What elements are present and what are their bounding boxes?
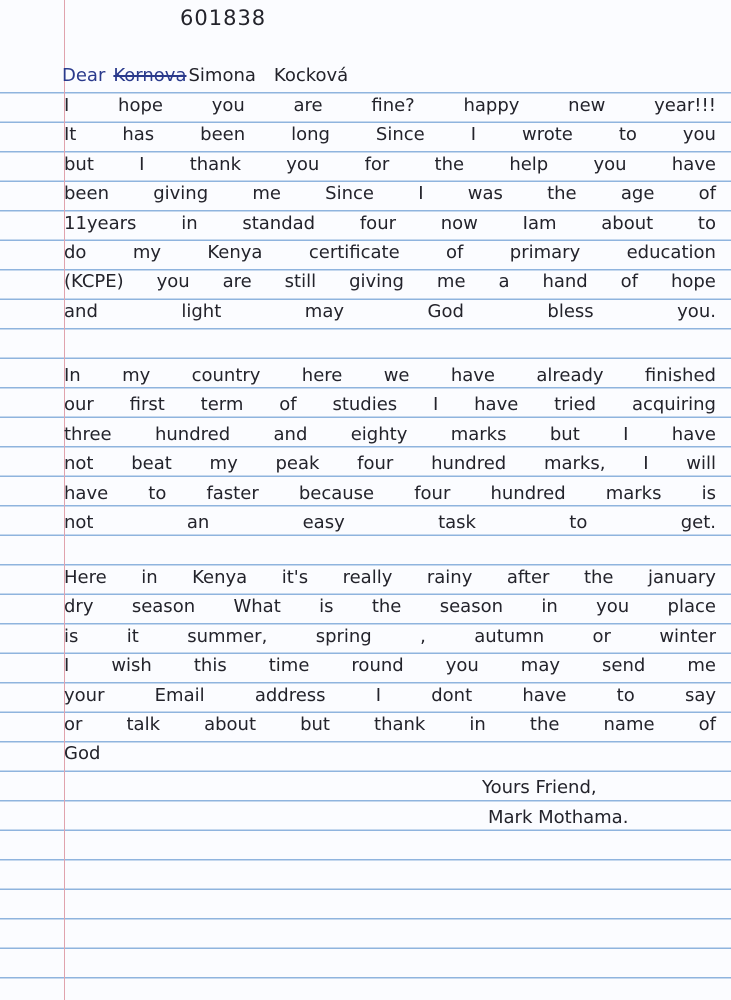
letter-line [64, 94, 716, 118]
handwritten-word: easy [302, 512, 345, 533]
handwritten-word: It [64, 124, 77, 146]
reference-number: 601838 [180, 6, 267, 30]
handwritten-word: hope [670, 271, 716, 293]
handwritten-word: primary [509, 242, 581, 263]
handwritten-word: my [132, 242, 162, 263]
handwritten-word: say [684, 684, 716, 706]
handwritten-word: , [420, 625, 426, 647]
handwritten-word: Kenya [207, 242, 263, 263]
handwritten-word: beat [131, 453, 172, 475]
handwritten-word: you [596, 596, 630, 618]
handwritten-word: dont [431, 684, 473, 706]
handwritten-word: light [181, 300, 222, 322]
handwritten-word: marks [450, 423, 507, 445]
handwritten-word: acquiring [631, 394, 716, 416]
handwritten-word: have [671, 423, 716, 445]
handwritten-word: God [427, 300, 464, 322]
handwritten-word: name [603, 714, 655, 735]
handwritten-word: my [209, 453, 238, 475]
handwritten-word: we [383, 365, 410, 386]
handwritten-word: to [616, 684, 635, 706]
handwritten-word: and [64, 300, 98, 322]
handwritten-word: I [64, 95, 70, 116]
handwritten-word: marks [605, 482, 662, 504]
handwritten-word: of [620, 271, 639, 293]
handwritten-word: to [148, 482, 167, 504]
handwritten-word: my [122, 365, 151, 386]
handwritten-word: studies [332, 394, 398, 416]
handwritten-word: get. [680, 512, 716, 533]
handwritten-word: I [139, 153, 145, 175]
handwritten-word: the [583, 567, 614, 588]
handwritten-word: to [569, 512, 588, 533]
salutation-greeting: Dear [62, 65, 106, 86]
handwritten-word: your [64, 684, 105, 706]
letter-line [64, 241, 716, 265]
handwritten-word: hand [542, 271, 588, 293]
handwritten-word: Iam [522, 212, 557, 234]
handwritten-word: this [193, 655, 227, 677]
handwritten-word: faster [206, 482, 259, 504]
handwritten-word: in [181, 212, 198, 234]
handwritten-word: wish [111, 655, 152, 677]
handwritten-word: in [541, 596, 558, 618]
handwritten-word: but [300, 714, 330, 735]
handwritten-word: address [254, 684, 326, 706]
handwritten-word: wrote [521, 124, 573, 146]
handwritten-word: marks, [543, 453, 606, 475]
handwritten-word: is [64, 625, 79, 647]
handwritten-word: is [701, 482, 716, 504]
handwritten-word: me [252, 183, 281, 205]
handwritten-word: already [536, 365, 604, 386]
handwritten-word: education [626, 242, 716, 263]
handwritten-word: eighty [350, 423, 408, 445]
handwritten-word: I [375, 684, 382, 706]
handwritten-word: you [593, 153, 627, 175]
letter-line [64, 153, 716, 177]
handwritten-word: in [141, 567, 158, 588]
handwritten-word: about [204, 714, 256, 735]
handwritten-word: do [64, 242, 87, 263]
handwritten-word: dry [64, 596, 94, 618]
handwritten-word: may [520, 655, 561, 677]
handwritten-word: have [450, 365, 495, 386]
handwritten-word: been [200, 124, 246, 146]
handwritten-word: may [304, 300, 344, 322]
handwritten-word: happy [463, 95, 520, 116]
letter-line [64, 625, 716, 649]
handwritten-word: What [233, 596, 281, 618]
handwritten-word: four [357, 453, 394, 475]
handwritten-word: me [687, 655, 716, 677]
handwritten-word: or [64, 714, 83, 735]
handwritten-word: have [474, 394, 519, 416]
handwritten-word: are [293, 95, 323, 116]
handwritten-word: of [698, 183, 716, 205]
handwritten-word: of [446, 242, 464, 263]
handwritten-word: because [298, 482, 375, 504]
handwritten-word: the [547, 183, 577, 205]
handwritten-word: send [602, 655, 646, 677]
handwritten-word: but [64, 153, 94, 175]
handwritten-word: three [64, 423, 112, 445]
letter-line [64, 684, 716, 708]
letter-line [64, 595, 716, 619]
handwritten-word: I [643, 453, 649, 475]
letter-line [64, 511, 716, 535]
handwritten-word: still [284, 271, 317, 293]
handwritten-word: season [439, 596, 503, 618]
handwritten-word: me [436, 271, 466, 293]
recipient-first-name: Simona [188, 65, 256, 86]
closing: Yours Friend, [482, 777, 597, 798]
handwritten-word: winter [659, 625, 716, 647]
handwritten-word: help [509, 153, 549, 175]
handwritten-word: God [64, 743, 101, 765]
handwritten-word: our [64, 394, 94, 416]
handwritten-word: an [186, 512, 210, 533]
handwritten-word: are [222, 271, 252, 293]
handwritten-word: after [506, 567, 550, 588]
handwritten-word: thank [374, 714, 426, 735]
handwritten-word: first [129, 394, 165, 416]
handwritten-word: rainy [426, 567, 473, 588]
handwritten-word: hundred [154, 423, 231, 445]
handwritten-word: (KCPE) [64, 271, 124, 293]
handwritten-word: you [286, 153, 320, 175]
handwritten-word: Here [64, 567, 107, 588]
handwritten-word: peak [275, 453, 320, 475]
handwritten-word: I [470, 124, 477, 146]
handwritten-word: you [211, 95, 245, 116]
handwritten-word: four [359, 212, 397, 234]
handwritten-word: was [467, 183, 503, 205]
handwritten-word: finished [644, 365, 716, 386]
handwritten-word: been [64, 183, 109, 205]
handwritten-word: a [498, 271, 510, 293]
handwritten-word: round [351, 655, 404, 677]
letter-line [64, 566, 716, 590]
handwritten-word: thank [189, 153, 242, 175]
handwritten-word: I [64, 655, 70, 677]
signature: Mark Mothama. [488, 807, 629, 828]
handwritten-word: to [697, 212, 716, 234]
handwritten-word: talk [126, 714, 160, 735]
handwritten-word: not [64, 512, 94, 533]
handwritten-word: age [620, 183, 655, 205]
handwritten-word: not [64, 453, 94, 475]
handwritten-word: you [682, 124, 716, 146]
handwritten-word: tried [554, 394, 597, 416]
letter-line [64, 452, 716, 476]
handwritten-word: Kenya [192, 567, 248, 588]
handwritten-word: of [698, 714, 716, 735]
salutation [62, 64, 348, 88]
handwritten-word: hundred [490, 482, 566, 504]
handwritten-word: place [667, 596, 716, 618]
handwritten-word: has [122, 124, 155, 146]
handwritten-word: or [592, 625, 611, 647]
handwritten-word: you. [677, 300, 716, 322]
handwritten-word: it [126, 625, 139, 647]
handwritten-word: giving [153, 183, 209, 205]
handwritten-word: hope [118, 95, 163, 116]
handwritten-word: the [529, 714, 560, 735]
handwritten-word: of [279, 394, 297, 416]
handwritten-word: bless [547, 300, 594, 322]
letter-line [64, 742, 100, 766]
handwritten-word: I [623, 423, 629, 445]
handwritten-word: autumn [474, 625, 545, 647]
handwritten-word: term [200, 394, 244, 416]
handwritten-word: year!!! [654, 95, 716, 116]
handwritten-word: I [433, 394, 439, 416]
struck-out-word: Kornova [113, 65, 187, 86]
handwritten-word: to [618, 124, 637, 146]
letter-line [64, 123, 716, 147]
handwritten-word: january [648, 567, 716, 588]
handwritten-word: it's [281, 567, 309, 588]
handwritten-word: now [440, 212, 478, 234]
handwritten-word: is [319, 596, 334, 618]
letter-line [64, 300, 716, 324]
recipient-last-name: Kocková [273, 65, 349, 86]
handwritten-word: for [364, 153, 390, 175]
handwritten-word: task [438, 512, 476, 533]
handwritten-word: here [301, 365, 343, 386]
handwritten-word: long [291, 124, 330, 146]
handwritten-word: have [64, 482, 109, 504]
letter-line [64, 393, 716, 417]
handwritten-word: hundred [431, 453, 507, 475]
letter-line [64, 364, 716, 388]
handwritten-word: really [342, 567, 393, 588]
letter-line [64, 713, 716, 737]
handwritten-word: have [671, 153, 716, 175]
letter-line [64, 212, 716, 236]
handwritten-word: and [273, 423, 308, 445]
handwritten-word: in [469, 714, 486, 735]
letter-line [64, 182, 716, 206]
handwritten-word: standad [242, 212, 316, 234]
handwritten-word: time [268, 655, 310, 677]
letter-line [64, 482, 716, 506]
handwritten-word: certificate [308, 242, 400, 263]
handwritten-word: about [601, 212, 654, 234]
letter-line [64, 654, 716, 678]
handwritten-word: Email [154, 684, 205, 706]
letter-line [64, 423, 716, 447]
letter-line [64, 270, 716, 294]
handwritten-word: Since [325, 183, 374, 205]
handwritten-word: four [414, 482, 451, 504]
handwritten-word: have [522, 684, 567, 706]
handwritten-word: new [568, 95, 606, 116]
handwritten-word: you [445, 655, 479, 677]
handwritten-word: the [434, 153, 465, 175]
handwritten-word: fine? [371, 95, 415, 116]
handwritten-word: the [371, 596, 402, 618]
handwritten-word: will [686, 453, 716, 475]
handwritten-word: I [418, 183, 424, 205]
handwritten-word: summer, [187, 625, 268, 647]
handwritten-word: country [191, 365, 261, 386]
handwritten-word: In [64, 365, 81, 386]
handwritten-word: season [131, 596, 196, 618]
handwritten-word: 11years [64, 212, 137, 234]
handwritten-word: Since [375, 124, 425, 146]
handwritten-word: you [156, 271, 190, 293]
handwritten-word: giving [349, 271, 404, 293]
handwritten-word: spring [315, 625, 372, 647]
handwritten-word: but [549, 423, 580, 445]
